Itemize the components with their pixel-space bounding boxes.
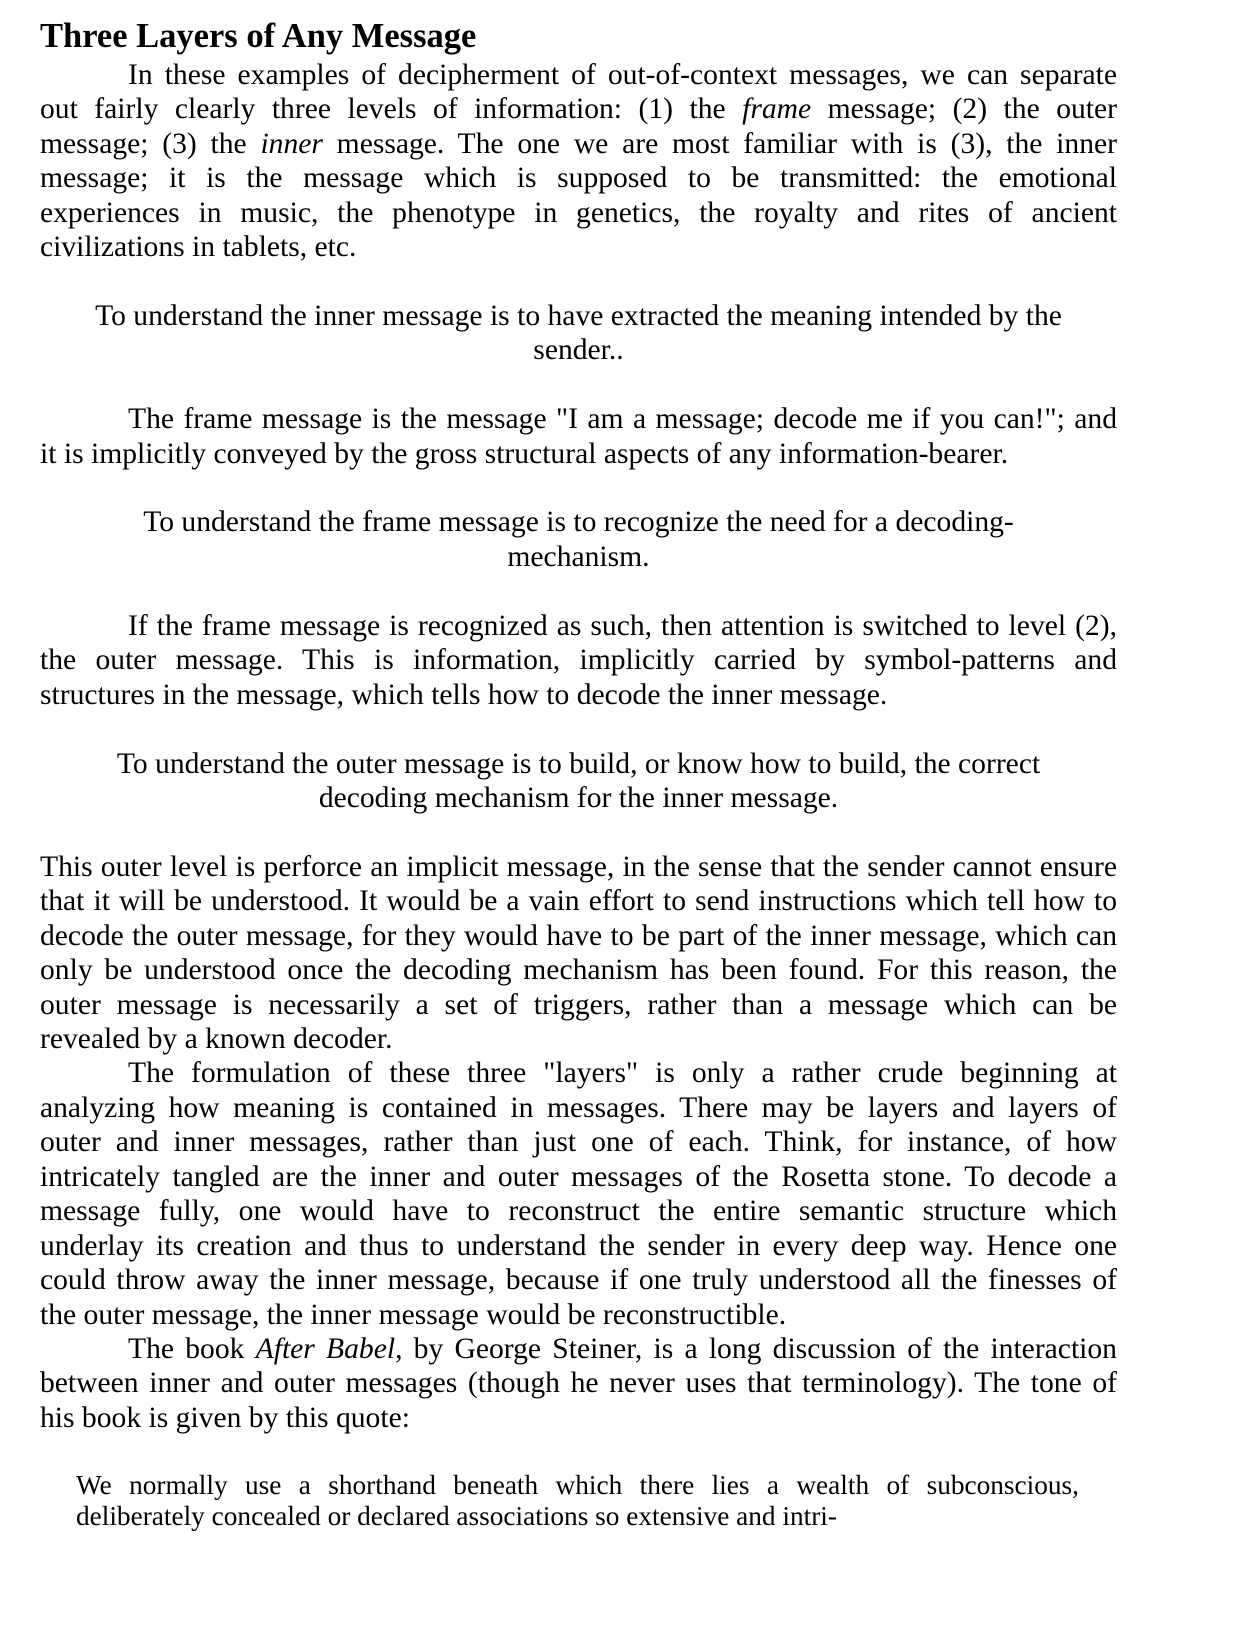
paragraph-line: experiences in music, the phenotype in genetics, the royalty and rites of ancient [40,196,1117,229]
statement-line: To understand the outer message is to build, or know how to build, the correct [116,747,1041,780]
centered-statement [40,505,1117,574]
line-text: message; (2) the outer [811,93,1117,126]
quote-line: deliberately concealed or declared associations so extensive and intri- [76,1500,837,1531]
document-page [40,16,1117,1532]
paragraph-line: the outer message, the inner message would be reconstructible. [40,1298,787,1331]
statement-line: mechanism. [507,540,650,573]
statement-line: decoding mechanism for the inner message. [318,781,839,814]
paragraph-spacer [40,471,1117,505]
paragraph-line: civilizations in tablets, etc. [40,230,357,263]
paragraph-line: In these examples of decipherment of out-of-context messages, we can separate [128,58,1117,91]
book-title: After Babel [255,1332,396,1365]
section-title: Three Layers of Any Message [40,17,477,55]
italic-term: frame [742,93,812,126]
paragraph-line: between inner and outer messages (though he never uses that terminology). The tone of [40,1367,1117,1400]
paragraph-line: structures in the message, which tells how to decode the inner message. [40,678,888,711]
body-paragraph [40,609,1117,712]
statement-line: To understand the inner message is to have extracted the meaning intended by the [95,299,1062,332]
paragraph-line: outer message is necessarily a set of triggers, rather than a message which can be [40,988,1117,1021]
statement-line: sender.. [533,334,624,367]
paragraph-line: could throw away the inner message, because if one truly understood all the finesses of [40,1264,1117,1297]
paragraph-line: analyzing how meaning is contained in messages. There may be layers and layers of [40,1091,1117,1124]
paragraph-line [40,127,1117,161]
italic-term: inner [260,127,323,160]
paragraph-line: revealed by a known decoder. [40,1023,393,1056]
paragraph-spacer [40,815,1117,849]
line-text: The book [128,1332,256,1365]
line-text: message; (3) the [40,127,261,160]
paragraph-line: that it will be understood. It would be a vain effort to send instructions which tell how to [40,885,1117,918]
paragraph-line [40,1332,1117,1366]
paragraph-line: If the frame message is recognized as such, then attention is switched to level (2), [128,609,1117,642]
paragraph-line: decode the outer message, for they would have to be part of the inner message, which can [40,919,1117,952]
quote-line: We normally use a shorthand beneath which there lies a wealth of subconscious, [76,1469,1079,1500]
body-paragraph [40,1056,1117,1332]
paragraph-line: message; it is the message which is supposed to be transmitted: the emotional [40,162,1117,195]
body-paragraph [40,402,1117,471]
centered-statement [40,299,1117,368]
line-text: , by George Steiner, is a long discussion of the interaction [395,1332,1117,1365]
paragraph-line: underlay its creation and thus to understand the sender in every deep way. Hence one [40,1229,1117,1262]
centered-statement [40,747,1117,816]
block-quote [76,1470,1079,1532]
paragraph-line: his book is given by this quote: [40,1401,410,1434]
paragraph-spacer [40,264,1117,298]
paragraph-line: This outer level is perforce an implicit message, in the sense that the sender cannot ensure [40,850,1117,883]
paragraph-line [40,92,1117,126]
line-text: message. The one we are most familiar with is (3), the inner [322,127,1117,160]
body-paragraph [40,58,1117,265]
paragraph-line: The frame message is the message "I am a message; decode me if you can!"; and [128,403,1117,436]
paragraph-line: the outer message. This is information, implicitly carried by symbol-patterns and [40,644,1117,677]
paragraph-line: intricately tangled are the inner and outer messages of the Rosetta stone. To decode a [40,1160,1117,1193]
statement-line: To understand the frame message is to recognize the need for a decoding- [143,506,1014,539]
paragraph-spacer [40,1435,1117,1469]
paragraph-line: it is implicitly conveyed by the gross structural aspects of any information-bearer. [40,437,1009,470]
paragraph-line: outer and inner messages, rather than just one of each. Think, for instance, of how [40,1126,1117,1159]
body-paragraph [40,850,1117,1057]
paragraph-spacer [40,712,1117,746]
paragraph-line: only be understood once the decoding mechanism has been found. For this reason, the [40,954,1117,987]
paragraph-spacer [40,368,1117,402]
paragraph-line: message fully, one would have to reconstruct the entire semantic structure which [40,1195,1117,1228]
paragraph-line: The formulation of these three "layers" is only a rather crude beginning at [128,1057,1117,1090]
line-text: out fairly clearly three levels of information: (1) the [40,93,743,126]
paragraph-spacer [40,574,1117,608]
body-paragraph [40,1332,1117,1435]
